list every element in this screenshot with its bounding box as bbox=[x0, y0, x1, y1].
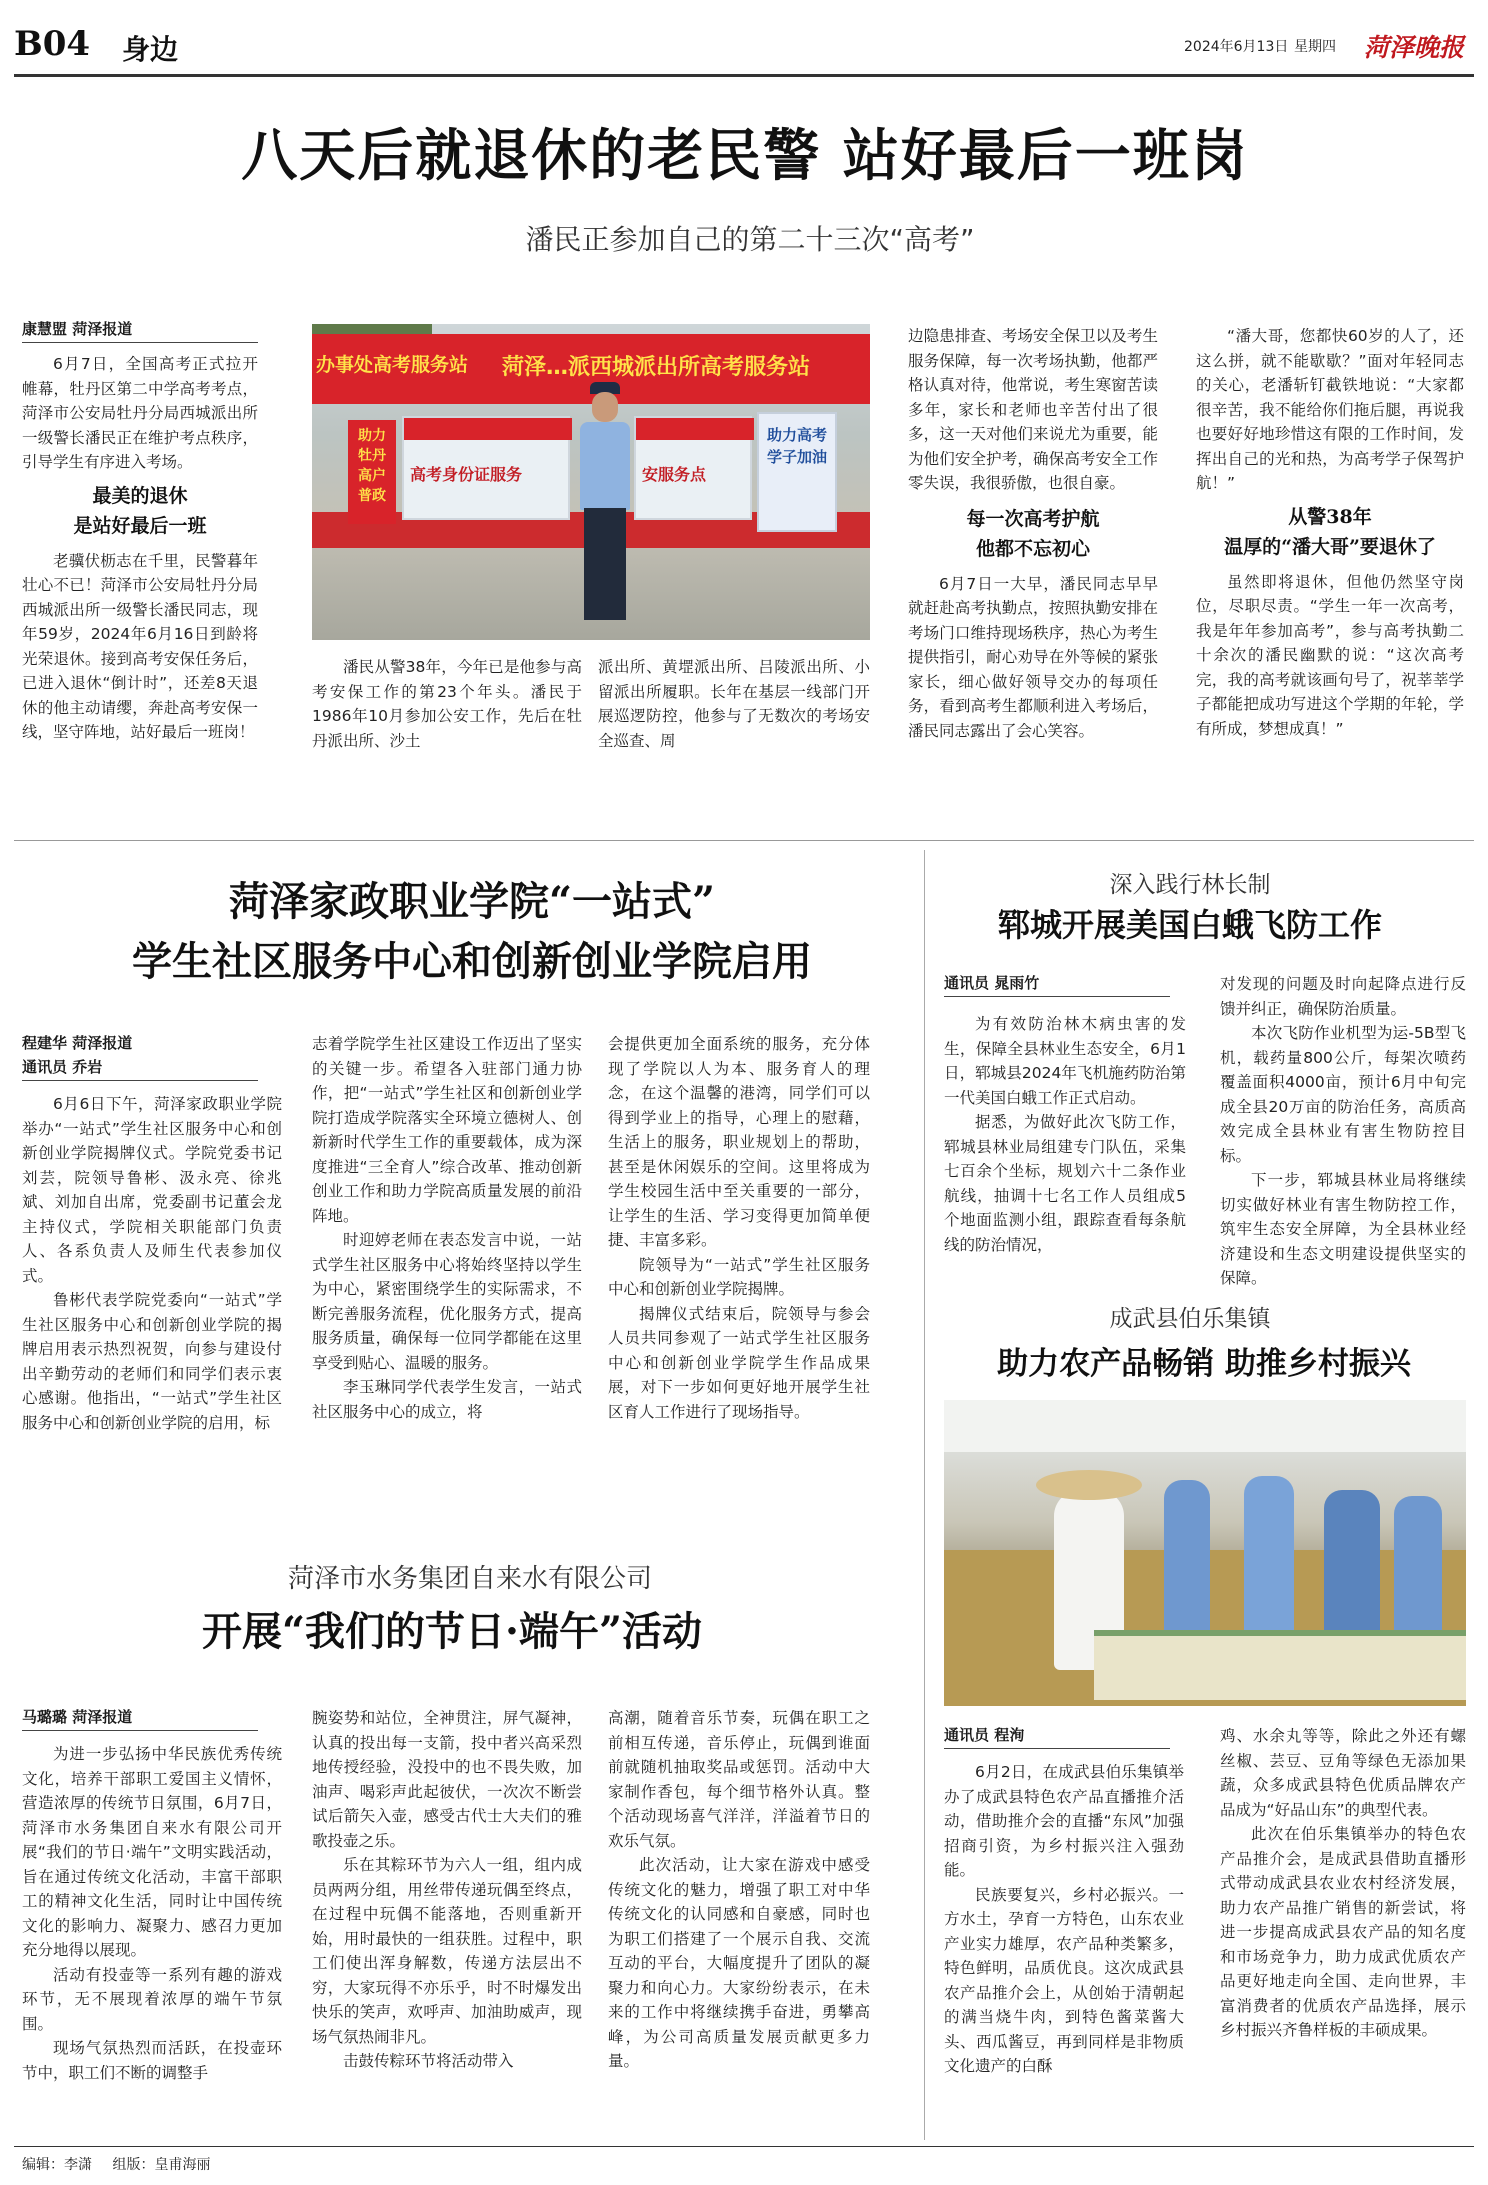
story2-para: 会提供更加全面系统的服务，充分体现了学院以人为本、服务育人的理念，在这个温馨的港湾，同学们可以得到学业上的指导，心理上的慰藉，生活上的服务，职业规划上的帮助，甚至是休闲娱乐的空间。这里将成为学生校园生活中至关重要的一部分，让学生的生活、学习变得更加简单便捷、丰富多彩。 bbox=[608, 1035, 870, 1249]
story5-kicker: 成武县伯乐集镇 bbox=[1109, 1306, 1271, 1332]
story3-byline: 通讯员 晁雨竹 bbox=[944, 972, 1170, 997]
story3-para: 本次飞防作业机型为运-5B型飞机，载药量800公斤，每架次喷药覆盖面积4000亩，预计6月中旬完成全县20万亩的防治任务，高质高效完成全县林业有害生物防控目标。 bbox=[1220, 1024, 1466, 1165]
story1-subhead: 从警38年 温厚的“潘大哥”要退休了 bbox=[1224, 505, 1436, 558]
story5-byline: 通讯员 程洵 bbox=[944, 1724, 1170, 1749]
policeman-trousers bbox=[584, 508, 626, 620]
photo-person bbox=[1244, 1476, 1294, 1646]
story1-subhead: 每一次高考护航 他都不忘初心 bbox=[966, 507, 1100, 560]
story3-col1 bbox=[944, 1012, 1186, 1257]
story1-para: 边隐患排查、考场安全保卫以及考生服务保障，每一次考场执勤，他都严格认真对待，他常说，考生寒窗苦读多年，家长和老师也辛苦付出了很多，这一天对他们来说尤为重要，能为他们安全护考，确保高考安全工作零失误，我很骄傲，也很自豪。 bbox=[908, 327, 1158, 492]
section-name: 身边 bbox=[122, 33, 179, 66]
footer-editor: 编辑：李潇 bbox=[22, 2157, 92, 2173]
story4-headline: 开展“我们的节日·端午”活动 bbox=[202, 1608, 702, 1655]
story4-para: 高潮，随着音乐节奏，玩偶在职工之前相互传递，音乐停止，玩偶到谁面前就随机抽取奖品或惩罚。活动中大家制作香包，每个细节格外认真。整个活动现场喜气洋洋，洋溢着节日的欢乐气氛。 bbox=[608, 1709, 870, 1850]
story1-headline: 八天后就退休的老民警 站好最后一班岗 bbox=[241, 123, 1249, 189]
story2-para: 6月6日下午，菏泽家政职业学院举办“一站式”学生社区服务中心和创新创业学院揭牌仪式。学院党委书记刘芸，院领导鲁彬、汲永亮、徐兆斌、刘加自出席，党委副书记董会龙主持仪式，学院相关职能部门负责人、各系负责人及师生代表参加仪式。 bbox=[22, 1095, 282, 1285]
story1-col1 bbox=[22, 352, 258, 745]
story2-para: 揭牌仪式结束后，院领导与参会人员共同参观了一站式学生社区服务中心和创新创业学院学生作品成果展，对下一步如何更好地开展学生社区育人工作进行了现场指导。 bbox=[608, 1304, 870, 1421]
photo-banner-text-left: 办事处高考服务站 bbox=[316, 354, 469, 376]
story1-para: 派出所、黄堽派出所、吕陵派出所、小留派出所履职。长年在基层一线部门开展巡逻防控，他参与了无数次的考场安全巡查、周 bbox=[598, 658, 870, 750]
photo-tent bbox=[944, 1400, 1466, 1452]
photo-board-left bbox=[402, 416, 570, 520]
story1-subtitle: 潘民正参加自己的第二十三次“高考” bbox=[525, 223, 975, 256]
story5-para: 民族要复兴，乡村必振兴。一方水土，孕育一方特色，山东农业产业实力雄厚，农产品种类繁多，特色鲜明，品质优良。这次成武县农产品推介会上，从创始于清朝起的满当烧牛肉，到特色酱菜酱大头、西瓜酱豆，再到同样是非物质文化遗产的白酥 bbox=[944, 1885, 1184, 2075]
page-code: B04 bbox=[14, 24, 91, 64]
story3-para: 对发现的问题及时向起降点进行反馈并纠正，确保防治质量。 bbox=[1220, 975, 1466, 1018]
header-rule bbox=[14, 74, 1474, 77]
story3-para: 下一步，郓城县林业局将继续切实做好林业有害生物防控工作，筑牢生态安全屏障，为全县林业经济建设和生态文明建设提供坚实的保障。 bbox=[1220, 1171, 1466, 1287]
story1-para: 老骥伏枥志在千里，民警暮年壮心不已！菏泽市公安局牡丹分局西城派出所一级警长潘民同志，现年59岁，2024年6月16日到龄将光荣退休。接到高考安保任务后，已进入退休“倒计时”，还差8天退休的他主动请缨，奔赴高考安保一线，坚守阵地，站好最后一班岗！ bbox=[22, 551, 258, 741]
story1-col4 bbox=[908, 324, 1158, 743]
story2-headline-2: 学生社区服务中心和创新创业学院启用 bbox=[132, 938, 812, 985]
story2-para: 李玉琳同学代表学生发言，一站式社区服务中心的成立，将 bbox=[312, 1378, 582, 1421]
photo-small-sign-text: 助力 牡丹 高户 普政 bbox=[358, 428, 386, 504]
section-rule bbox=[14, 840, 1474, 841]
footer-layout: 组版：皇甫海丽 bbox=[112, 2157, 211, 2173]
paper-logo: 菏泽晚报 bbox=[1364, 33, 1465, 62]
story4-col1 bbox=[22, 1742, 282, 2085]
photo-board1-text: 高考身份证服务 bbox=[410, 465, 523, 484]
story3-col2 bbox=[1220, 972, 1466, 1291]
story1-subhead: 最美的退休 是站好最后一班 bbox=[73, 484, 207, 537]
photo-board-strip bbox=[636, 418, 754, 440]
story2-byline: 程建华 菏泽报道 bbox=[22, 1034, 133, 1052]
story5-headline: 助力农产品畅销 助推乡村振兴 bbox=[997, 1346, 1411, 1382]
photo-board-strip bbox=[404, 418, 572, 440]
story4-para: 腕姿势和站位，全神贯注，屏气凝神，认真的投出每一支箭，投中者兴高采烈地传授经验，没投中的也不畏失败，加油声、喝彩声此起彼伏，一次次不断尝试后箭矢入壶，感受古代士大夫们的雅歌投壶之乐。 bbox=[312, 1709, 582, 1850]
photo-table bbox=[1094, 1630, 1466, 1700]
photo-board-right bbox=[634, 416, 752, 520]
story4-para: 活动有投壶等一系列有趣的游戏环节，无不展现着浓厚的端午节氛围。 bbox=[22, 1965, 282, 2033]
story4-col2 bbox=[312, 1706, 582, 2074]
page-footer bbox=[22, 2154, 210, 2174]
story3-para: 据悉，为做好此次飞防工作，郓城县林业局组建专门队伍，采集七百余个坐标，规划六十二条作业航线，抽调十七名工作人员组成5个地面监测小组，跟踪查看每条航线的防治情况， bbox=[944, 1113, 1186, 1254]
story1-para: 6月7日一大早，潘民同志早早就赶赴高考执勤点，按照执勤安排在考场门口维持现场秩序，热心为考生提供指引，耐心劝导在外等候的紧张家长，细心做好领导交办的每项任务，看到高考生都顺利进入考场后，潘民同志露出了会心笑容。 bbox=[908, 574, 1158, 740]
story1-para: 6月7日，全国高考正式拉开帷幕，牡丹区第二中学高考考点，菏泽市公安局牡丹分局西城派出所一级警长潘民正在维护考点秩序，引导学生有序进入考场。 bbox=[22, 355, 258, 471]
story4-byline: 马璐璐 菏泽报道 bbox=[22, 1706, 258, 1731]
story2-col1 bbox=[22, 1092, 282, 1435]
story2-para: 时迎婷老师在表态发言中说，一站式学生社区服务中心将始终坚持以学生为中心，紧密围绕学生的实际需求，不断完善服务流程，优化服务方式，提高服务质量，确保每一位同学都能在这里享受到贴心、温暖的服务。 bbox=[312, 1231, 582, 1372]
story1-col5 bbox=[1196, 324, 1464, 741]
story1-photo bbox=[312, 324, 870, 640]
story4-para: 此次活动，让大家在游戏中感受传统文化的魅力，增强了职工对中华传统文化的认同感和自豪感，同时也为职工们搭建了一个展示自我、交流互动的平台，大幅度提升了团队的凝聚力和向心力。大家纷纷表示，在未来的工作中将继续携手奋进，勇攀高峰，为公司高质量发展贡献更多力量。 bbox=[608, 1856, 870, 2070]
story4-para: 乐在其粽环节为六人一组，组内成员两两分组，用丝带传递玩偶至终点，在过程中玩偶不能落地，否则重新开始，用时最快的一组获胜。过程中，职工们使出浑身解数，传递方法层出不穷，大家玩得不亦乐乎，时不时爆发出快乐的笑声，欢呼声、加油助威声，现场气氛热闹非凡。 bbox=[312, 1856, 582, 2046]
story4-para: 击鼓传粽环节将活动带入 bbox=[343, 2052, 514, 2070]
story5-photo bbox=[944, 1400, 1466, 1706]
story2-para: 志着学院学生社区建设工作迈出了坚实的关键一步。希望各入驻部门通力协作，把“一站式”学生社区和创新创业学院打造成学院落实全环境立德树人、创新新时代学生工作的重要载体，成为深度推进“三全育人”综合改革、推动创新创业工作和助力学院高质量发展的前沿阵地。 bbox=[312, 1035, 582, 1225]
photo-hat bbox=[1036, 1470, 1142, 1500]
photo-banner-text-main: 菏泽…派西城派出所高考服务站 bbox=[502, 355, 811, 380]
story1-para: 虽然即将退休，但他仍然坚守岗位，尽职尽责。“学生一年一次高考，我是年年参加高考”，参与高考执勤二十余次的潘民幽默的说：“这次高考完，我的高考就该画句号了，祝莘莘学子都能把成功写进这个学期的年轮，学有所成，梦想成真！” bbox=[1196, 572, 1464, 738]
story4-para: 为进一步弘扬中华民族优秀传统文化，培养干部职工爱国主义情怀，营造浓厚的传统节日氛围，6月7日，菏泽市水务集团自来水有限公司开展“我们的节日·端午”文明实践活动，旨在通过传统文化活动，丰富干部职工的精神文化生活，同时让中国传统文化的影响力、凝聚力、感召力更加充分地得以展现。 bbox=[22, 1745, 282, 1959]
photo-policeman bbox=[574, 382, 634, 626]
story4-kicker: 菏泽市水务集团自来水有限公司 bbox=[287, 1564, 652, 1594]
story1-para: 潘民从警38年，今年已是他参与高考安保工作的第23个年头。潘民于1986年10月参加公安工作，先后在牡丹派出所、沙土 bbox=[312, 658, 582, 750]
story5-para: 6月2日，在成武县伯乐集镇举办了成武县特色农产品直播推介活动，借助推介会的直播“东风”加强招商引资，为乡村振兴注入强劲能。 bbox=[944, 1763, 1184, 1879]
story3-kicker: 深入践行林长制 bbox=[1109, 872, 1271, 898]
story2-col3 bbox=[608, 1032, 870, 1424]
column-rule bbox=[924, 850, 925, 2140]
photo-sign-small bbox=[348, 420, 396, 524]
story1-para: “潘大哥，您都快60岁的人了，还这么拼，就不能歇歇？”面对年轻同志的关心，老潘斩钉截铁地说：“大家都很辛苦，我不能给你们拖后腿，再说我也要好好地珍惜这有限的工作时间，发挥出自己的光和热，为高考学子保驾护航！” bbox=[1196, 327, 1464, 492]
photo-side-sign-text: 助力高考学子加油 bbox=[766, 426, 827, 466]
issue-weekday: 星期四 bbox=[1294, 39, 1336, 55]
story5-para: 此次在伯乐集镇举办的特色农产品推介会，是成武县借助直播形式带动成武县农业农村经济发展，助力农产品推广销售的新尝试，将进一步提高成武县农产品的知名度和市场竞争力，助力成武优质农产品更好地走向全国、走向世界，丰富消费者的优质农产品选择，展示乡村振兴齐鲁样板的丰硕成果。 bbox=[1220, 1825, 1466, 2039]
story1-col3 bbox=[598, 655, 870, 753]
story3-para: 为有效防治林木病虫害的发生，保障全县林业生态安全，6月1日，郓城县2024年飞机施药防治第一代美国白蛾工作正式启动。 bbox=[944, 1015, 1186, 1107]
story4-col3 bbox=[608, 1706, 870, 2074]
policeman-shirt bbox=[580, 422, 630, 510]
story3-headline: 郓城开展美国白蛾飞防工作 bbox=[997, 906, 1382, 944]
story1-col2 bbox=[312, 655, 582, 753]
story2-headline-1: 菏泽家政职业学院“一站式” bbox=[228, 878, 715, 925]
story2-para: 鲁彬代表学院党委向“一站式”学生社区服务中心和创新创业学院的揭牌启用表示热烈祝贺，向参与建设付出辛勤劳动的老师们和同学们表示衷心感谢。他指出，“一站式”学生社区服务中心和创新创业学院的启用，标 bbox=[22, 1291, 282, 1432]
footer-rule bbox=[14, 2146, 1474, 2147]
story5-para: 鸡、水余丸等等，除此之外还有螺丝椒、芸豆、豆角等绿色无添加果蔬，众多成武县特色优质品牌农产品成为“好品山东”的典型代表。 bbox=[1220, 1727, 1466, 1819]
page-header bbox=[14, 24, 1474, 72]
story2-col2 bbox=[312, 1032, 582, 1424]
issue-date: 2024年6月13日 bbox=[1184, 39, 1289, 55]
story5-col1 bbox=[944, 1760, 1184, 2079]
photo-person bbox=[1164, 1480, 1210, 1640]
story5-col2 bbox=[1220, 1724, 1466, 2043]
story2-byline: 通讯员 乔岩 bbox=[22, 1056, 258, 1081]
photo-side-sign bbox=[757, 412, 837, 532]
story2-para: 院领导为“一站式”学生社区服务中心和创新创业学院揭牌。 bbox=[608, 1255, 870, 1298]
photo-board2-text: 安服务点 bbox=[642, 465, 707, 484]
story1-byline: 康慧盟 菏泽报道 bbox=[22, 318, 258, 343]
policeman-head bbox=[592, 392, 618, 422]
story4-para: 现场气氛热烈而活跃，在投壶环节中，职工们不断的调整手 bbox=[22, 2039, 282, 2082]
